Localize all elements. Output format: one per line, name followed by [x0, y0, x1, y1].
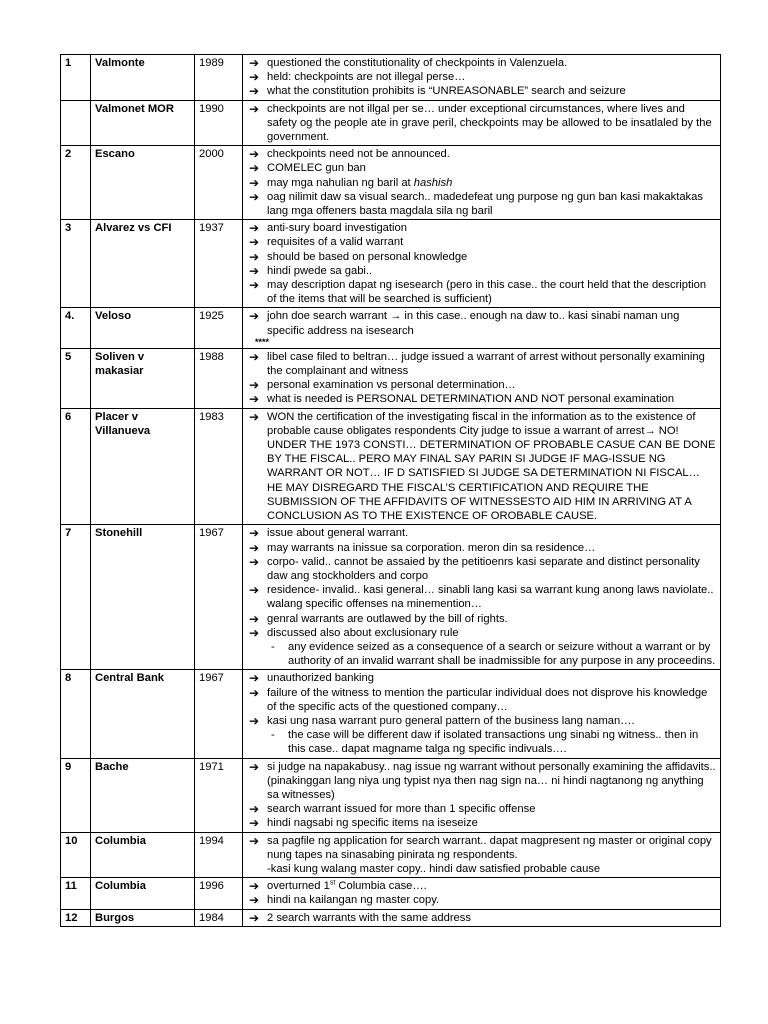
- case-notes: [243, 146, 721, 220]
- notes-list: [247, 879, 717, 907]
- case-notes: [243, 308, 721, 348]
- right-arrow-icon: ➔: [249, 349, 260, 364]
- case-rows: [61, 55, 721, 927]
- notes-list: [247, 221, 717, 306]
- list-item: [247, 264, 717, 278]
- note-text: discussed also about exclusionary rule: [267, 626, 459, 639]
- note-text: john doe search warrant → in this case.. enough na daw to.. kasi sinabi naman ung specific address na isesearch: [267, 310, 680, 337]
- case-name: Columbia: [91, 832, 195, 878]
- right-arrow-icon: ➔: [249, 833, 260, 848]
- right-arrow-icon: ➔: [249, 526, 260, 541]
- right-arrow-icon: ➔: [249, 56, 260, 70]
- sub-note-text: the case will be different daw if isolated transactions ung sinabi ng witness.. then in this case.. dapat magname talga ng specific indivuals….: [288, 729, 699, 756]
- case-year: 1937: [195, 220, 243, 308]
- right-arrow-icon: ➔: [249, 409, 260, 424]
- sub-list: [247, 640, 717, 668]
- case-name: Soliven v makasiar: [91, 348, 195, 408]
- dash-bullet: -: [271, 729, 275, 742]
- sub-list: [247, 728, 717, 756]
- list-item: [247, 714, 717, 728]
- list-item: [247, 161, 717, 175]
- right-arrow-icon: ➔: [249, 540, 260, 555]
- notes-list: [247, 911, 717, 925]
- case-notes: [243, 100, 721, 146]
- stars-marker: ****: [255, 336, 270, 347]
- right-arrow-icon: ➔: [249, 378, 260, 393]
- right-arrow-icon: ➔: [249, 249, 260, 264]
- list-item: [247, 541, 717, 555]
- right-arrow-icon: ➔: [249, 235, 260, 250]
- case-notes: [243, 348, 721, 408]
- sub-list-item: [269, 640, 717, 668]
- table-row: [61, 758, 721, 832]
- right-arrow-icon: ➔: [249, 713, 260, 728]
- note-text: hindi pwede sa gabi..: [267, 264, 373, 277]
- list-item: [247, 879, 717, 893]
- case-number: 7: [61, 525, 91, 670]
- table-row: [61, 220, 721, 308]
- sub-note-text: any evidence seized as a consequence of a search or seizure without a warrant or by authority of an invalid warrant shall be inadmissible for any purpose in any proceedins.: [288, 640, 716, 668]
- right-arrow-icon: ➔: [249, 893, 260, 908]
- note-text: may description dapat ng isesearch (pero in this case.. the court held that the description of the items that will be searched is sufficient): [267, 279, 707, 306]
- case-notes: [243, 220, 721, 308]
- list-item: [247, 190, 717, 218]
- right-arrow-icon: ➔: [249, 802, 260, 817]
- case-number: 3: [61, 220, 91, 308]
- note-text: personal examination vs personal determination…: [267, 379, 516, 392]
- list-item: [247, 309, 717, 337]
- right-arrow-icon: ➔: [249, 263, 260, 278]
- case-name: Stonehill: [91, 525, 195, 670]
- note-text: WON the certification of the investigating fiscal in the information as to the existence of probable cause obligates respondents City judge to issue a warrant of arrest→ NO! UNDER THE 1973 CONSTI… DETERMINATION OF PROBABLE CASUE CAN BE DONE BY THE FISCAL.. PERO MAY FINAL SAY PARIN SI JUDGE IF MAG-ISSUE NG WARRANT OR NOT… IF D SATISFIED SI JUDGE SA DETERMINATION NI FISCAL… HE MAY DISREGARD THE FISCAL’S CERTIFICATION AND REQUIRE THE SUBMISSION OF THE AFFIDAVITS OF WITNESSESTO AID HIM IN ARRIVING AT A CONCLUSION AS TO THE EXISTENCE OF OROBABLE CAUSE.: [267, 410, 716, 523]
- right-arrow-icon: ➔: [249, 278, 260, 293]
- note-text: issue about general warrant.: [267, 527, 409, 540]
- case-name: Alvarez vs CFI: [91, 220, 195, 308]
- right-arrow-icon: ➔: [249, 879, 260, 894]
- case-year: 1988: [195, 348, 243, 408]
- note-text: overturned 1st Columbia case….: [267, 879, 427, 893]
- list-item: [247, 235, 717, 249]
- case-name: Veloso: [91, 308, 195, 348]
- note-text: residence- invalid.. kasi general… sinabli lang kasi sa warrant kung anong laws naviolate.. walang specific offenses na minemention…: [267, 584, 714, 611]
- note-text: hindi nagsabi ng specific items na iseseize: [267, 817, 478, 830]
- list-item: [247, 555, 717, 583]
- right-arrow-icon: ➔: [249, 70, 260, 85]
- case-notes: [243, 909, 721, 926]
- case-number: 5: [61, 348, 91, 408]
- list-item: [247, 583, 717, 611]
- case-notes: [243, 55, 721, 101]
- list-item: [247, 686, 717, 714]
- case-year: 1996: [195, 878, 243, 909]
- list-item: [247, 84, 717, 98]
- table-row: [61, 55, 721, 101]
- case-year: 1967: [195, 670, 243, 758]
- right-arrow-icon: ➔: [249, 161, 260, 176]
- notes-list: [247, 526, 717, 668]
- list-item: [247, 70, 717, 84]
- right-arrow-icon: ➔: [249, 625, 260, 640]
- case-notes: [243, 832, 721, 878]
- note-text: should be based on personal knowledge: [267, 250, 468, 263]
- case-number: 1: [61, 55, 91, 101]
- list-item: [247, 626, 717, 640]
- case-number: 10: [61, 832, 91, 878]
- notes-list: [247, 350, 717, 407]
- right-arrow-icon: ➔: [249, 583, 260, 598]
- case-year: 2000: [195, 146, 243, 220]
- table-row: [61, 308, 721, 348]
- right-arrow-icon: ➔: [249, 147, 260, 162]
- case-digest-table: [60, 54, 721, 927]
- list-item: [247, 526, 717, 540]
- table-row: [61, 878, 721, 909]
- list-item: [247, 250, 717, 264]
- list-item: [247, 147, 717, 161]
- note-text: sa pagfile ng application for search warrant.. dapat magpresent ng master or original copy nung tapes na sinasabing pinirata ng respondents.: [267, 834, 712, 861]
- case-name: Burgos: [91, 909, 195, 926]
- case-name: Valmonte: [91, 55, 195, 101]
- right-arrow-icon: ➔: [249, 101, 260, 116]
- list-item: [247, 392, 717, 406]
- right-arrow-icon: ➔: [249, 221, 260, 236]
- case-notes: [243, 670, 721, 758]
- note-text: genral warrants are outlawed by the bill of rights.: [267, 612, 508, 625]
- list-item: [247, 760, 717, 803]
- case-year: 1984: [195, 909, 243, 926]
- case-notes: [243, 878, 721, 909]
- dash-bullet: -: [271, 640, 275, 653]
- note-text: COMELEC gun ban: [267, 162, 366, 175]
- table-row: [61, 348, 721, 408]
- note-text: anti-sury board investigation: [267, 222, 407, 235]
- notes-list: [247, 760, 717, 831]
- note-text: oag nilimit daw sa visual search.. madedefeat ung purpose ng gun ban kasi makaktakas lang mga offeners basta magdala sila ng baril: [267, 190, 703, 218]
- note-text: what the constitution prohibits is “UNREASONABLE” search and seizure: [267, 85, 626, 98]
- case-number: 8: [61, 670, 91, 758]
- list-item: [247, 911, 717, 925]
- case-name: Columbia: [91, 878, 195, 909]
- note-text: unauthorized banking: [267, 672, 374, 685]
- table-row: [61, 525, 721, 670]
- case-number: 6: [61, 408, 91, 525]
- note-text: 2 search warrants with the same address: [267, 911, 471, 924]
- list-item: [247, 278, 717, 306]
- note-text: hindi na kailangan ng master copy.: [267, 894, 440, 907]
- right-arrow-icon: ➔: [249, 175, 260, 190]
- note-text: may mga nahulian ng baril at hashish: [267, 176, 453, 189]
- right-arrow-icon: ➔: [249, 759, 260, 774]
- list-item: [247, 102, 717, 145]
- note-text: libel case filed to beltran… judge issued a warrant of arrest without personally examining the complainant and witness: [267, 350, 705, 378]
- case-year: 1967: [195, 525, 243, 670]
- case-notes: [243, 758, 721, 832]
- list-item: [247, 816, 717, 830]
- note-text: failure of the witness to mention the particular individual does not disprove his knowledge of the specific acts of the questioned company…: [267, 686, 708, 713]
- table-row: [61, 832, 721, 878]
- list-item: [247, 176, 717, 190]
- note-text: checkpoints are not illgal per se… under exceptional circumstances, where lives and safety og the people ate in grave peril, checkpoints may be allowed to be insatlaled by the government.: [267, 102, 712, 144]
- sub-list-item: [269, 728, 717, 756]
- list-item: [247, 350, 717, 378]
- right-arrow-icon: ➔: [249, 816, 260, 831]
- case-name: Bache: [91, 758, 195, 832]
- table-row: [61, 408, 721, 525]
- list-item: [247, 671, 717, 685]
- case-number: 4.: [61, 308, 91, 348]
- case-year: 1989: [195, 55, 243, 101]
- case-name: Valmonet MOR: [91, 100, 195, 146]
- list-item: [247, 802, 717, 816]
- notes-list: [247, 147, 717, 218]
- note-text: held: checkpoints are not illegal perse…: [267, 71, 466, 84]
- table-row: [61, 670, 721, 758]
- note-text: checkpoints need not be announced.: [267, 148, 450, 161]
- case-year: 1983: [195, 408, 243, 525]
- case-year: 1990: [195, 100, 243, 146]
- case-number: 9: [61, 758, 91, 832]
- list-item: [247, 410, 717, 524]
- right-arrow-icon: ➔: [249, 671, 260, 686]
- case-number: 12: [61, 909, 91, 926]
- table-row: [61, 146, 721, 220]
- note-text: si judge na napakabusy.. nag issue ng warrant without personally examining the affidavits.. (pinakinggan lang niya ung typist nya then nag sign na… ni hindi nagtanong ng anything sa witnesses): [267, 760, 716, 801]
- table-row: [61, 100, 721, 146]
- list-item: [247, 378, 717, 392]
- right-arrow-icon: ➔: [249, 910, 260, 925]
- note-text: may warrants na inissue sa corporation. meron din sa residence…: [267, 541, 596, 554]
- list-item: [247, 56, 717, 70]
- case-name: Escano: [91, 146, 195, 220]
- note-text: kasi ung nasa warrant puro general pattern of the business lang naman….: [267, 714, 635, 727]
- right-arrow-icon: ➔: [249, 392, 260, 407]
- case-name: Central Bank: [91, 670, 195, 758]
- case-number: 2: [61, 146, 91, 220]
- case-number: 11: [61, 878, 91, 909]
- case-notes: [243, 525, 721, 670]
- right-arrow-icon: ➔: [249, 84, 260, 99]
- right-arrow-icon: ➔: [249, 554, 260, 569]
- notes-list: [247, 56, 717, 99]
- list-item: [247, 612, 717, 626]
- note-text: search warrant issued for more than 1 specific offense: [267, 803, 536, 816]
- case-number: [61, 100, 91, 146]
- notes-list: [247, 671, 717, 756]
- list-item: [247, 221, 717, 235]
- case-notes: [243, 408, 721, 525]
- notes-list: [247, 102, 717, 145]
- note-text: corpo- valid.. cannot be assaied by the petitioenrs kasi separate and distinct personality daw ang stockholders and corpo: [267, 555, 700, 582]
- plain-note: -kasi kung walang master copy.. hindi daw satisfied probable cause: [267, 862, 601, 875]
- note-text: what is needed is PERSONAL DETERMINATION AND NOT personal examination: [267, 393, 675, 406]
- right-arrow-icon: ➔: [249, 189, 260, 204]
- case-year: 1925: [195, 308, 243, 348]
- case-year: 1994: [195, 832, 243, 878]
- right-arrow-icon: ➔: [249, 611, 260, 626]
- notes-list: [247, 309, 717, 337]
- list-item: [247, 834, 717, 862]
- case-name: Placer v Villanueva: [91, 408, 195, 525]
- note-text: questioned the constitutionality of checkpoints in Valenzuela.: [267, 57, 568, 69]
- right-arrow-icon: ➔: [249, 685, 260, 700]
- notes-list: [247, 834, 717, 862]
- right-arrow-icon: ➔: [249, 309, 260, 324]
- table-row: [61, 909, 721, 926]
- list-item: [247, 893, 717, 907]
- note-text: requisites of a valid warrant: [267, 236, 404, 249]
- case-year: 1971: [195, 758, 243, 832]
- notes-list: [247, 410, 717, 524]
